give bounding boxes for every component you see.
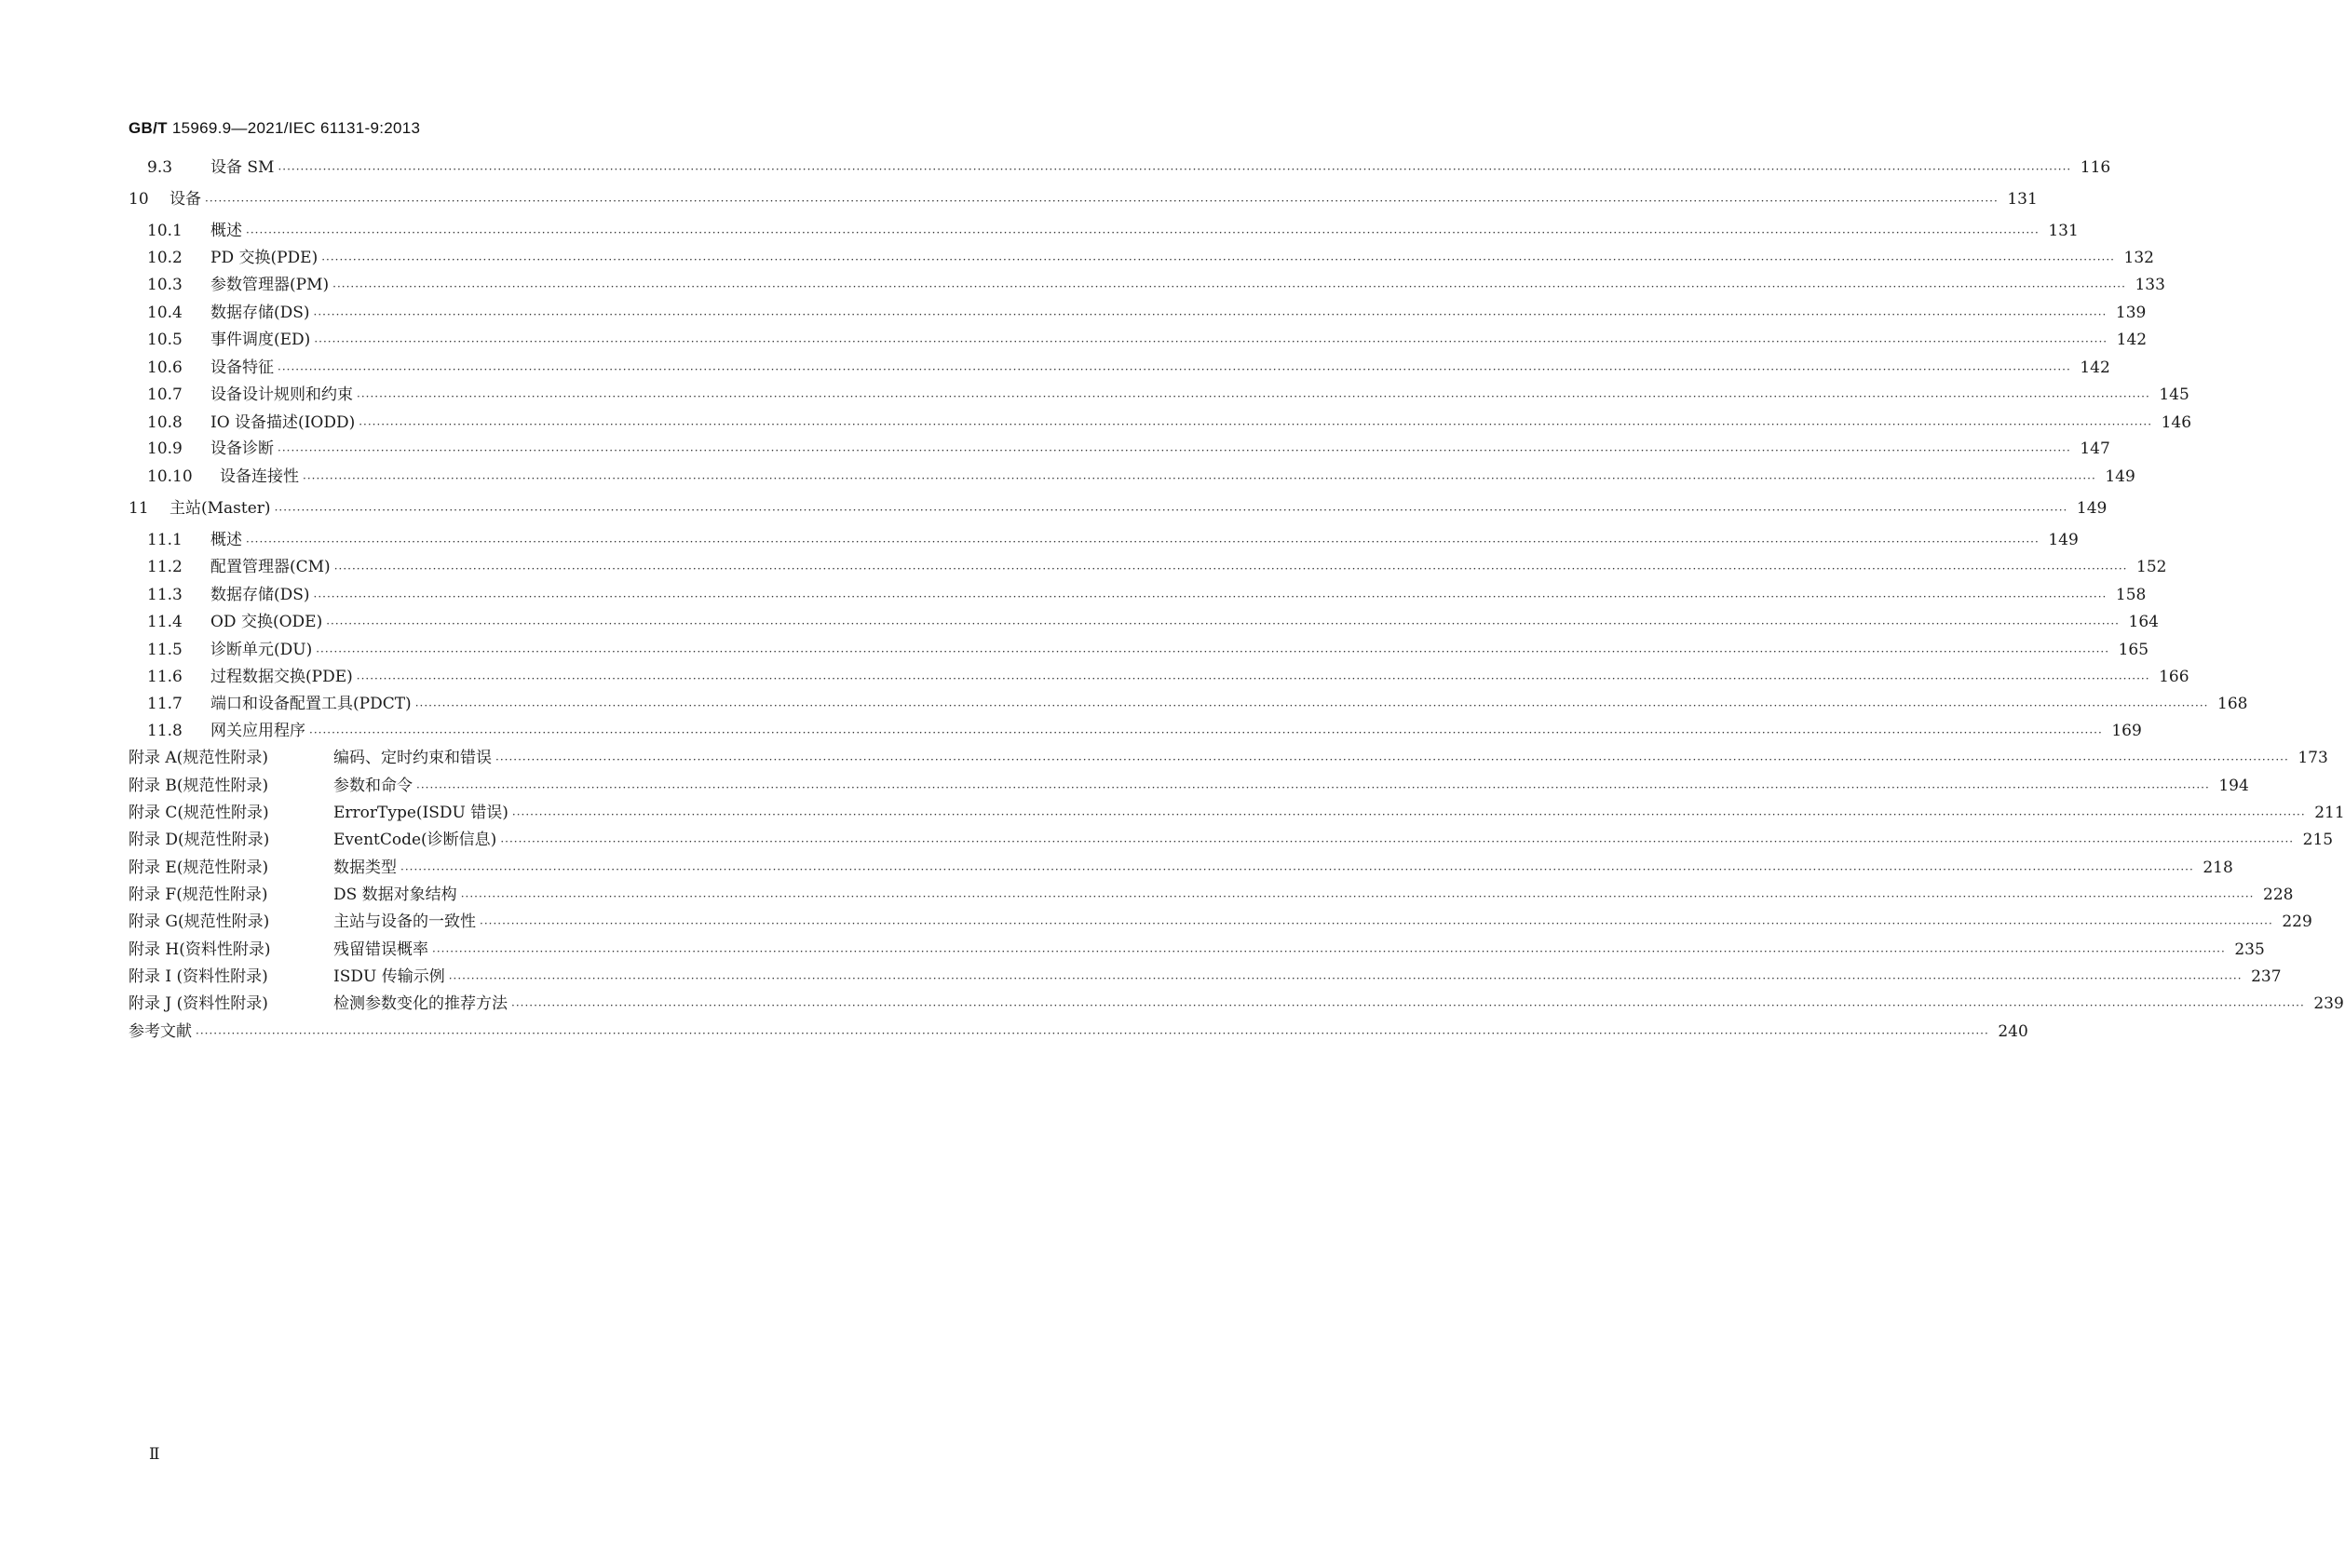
toc-entry-number: 11: [129, 499, 149, 518]
toc-entry[interactable]: [129, 247, 2154, 269]
toc-entry-number: 附录 E(规范性附录): [129, 858, 269, 877]
toc-entry-page: 168: [2217, 695, 2248, 713]
toc-entry-title: 设备: [169, 190, 201, 209]
toc-entry-page: 116: [2080, 158, 2111, 177]
toc-dot-leader: ················································································································································································································································································································································································································: [448, 972, 2243, 985]
toc-entry-number: 10.7: [147, 385, 183, 404]
toc-entry-title: PD 交换(PDE): [210, 249, 319, 267]
toc-entry[interactable]: [129, 466, 2135, 488]
toc-entry[interactable]: [129, 584, 2147, 606]
toc-entry[interactable]: [129, 497, 2108, 520]
toc-entry[interactable]: [129, 939, 2265, 961]
toc-dot-leader: ················································································································································································································································································································································································································: [278, 444, 2071, 457]
toc-entry-title: ErrorType(ISDU 错误): [333, 804, 508, 822]
toc-entry[interactable]: [129, 438, 2110, 460]
toc-dot-leader: ················································································································································································································································································································································································································: [333, 562, 2128, 575]
toc-dot-leader: ················································································································································································································································································································································································································: [313, 590, 2108, 603]
toc-entry-page: 166: [2159, 668, 2189, 686]
toc-entry-number: 11.5: [147, 641, 183, 659]
toc-entry-number: 附录 H(资料性附录): [129, 940, 271, 959]
toc-dot-leader: ················································································································································································································································································································································································································: [205, 195, 1999, 208]
toc-entry-page: 146: [2161, 413, 2192, 432]
toc-dot-leader: ················································································································································································································································································································································································································: [196, 1027, 1989, 1040]
toc-entry-title: EventCode(诊断信息): [333, 831, 497, 849]
toc-entry-title: DS 数据对象结构: [333, 885, 457, 904]
toc-dot-leader: ················································································································································································································································································································································································································: [278, 363, 2071, 376]
toc-dot-leader: ················································································································································································································································································································································································································: [480, 917, 2273, 930]
toc-entry-number: 11.7: [147, 695, 183, 713]
toc-entry-title: 端口和设备配置工具(PDCT): [210, 695, 412, 713]
toc-entry[interactable]: [129, 302, 2147, 324]
toc-dot-leader: ················································································································································································································································································································································································································: [356, 672, 2150, 685]
toc-entry[interactable]: [129, 747, 2328, 769]
toc-entry-number: 10.4: [147, 304, 183, 322]
toc-entry-number: 11.1: [147, 531, 183, 549]
toc-entry-title: 参数和命令: [333, 777, 413, 795]
toc-entry[interactable]: [129, 412, 2192, 434]
toc-entry-title: 诊断单元(DU): [210, 641, 313, 659]
toc-entry[interactable]: [129, 693, 2248, 715]
toc-entry[interactable]: [129, 220, 2079, 242]
toc-entry-page: 237: [2251, 967, 2282, 986]
toc-entry-title: ISDU 传输示例: [333, 967, 445, 986]
toc-entry-title: 网关应用程序: [210, 722, 305, 740]
toc-entry-title: 残留错误概率: [333, 940, 428, 959]
toc-dot-leader: ················································································································································································································································································································································································································: [511, 808, 2306, 821]
toc-entry-number: 附录 F(规范性附录): [129, 885, 268, 904]
toc-entry-page: 215: [2302, 831, 2334, 849]
toc-dot-leader: ················································································································································································································································································································································································································: [314, 335, 2108, 348]
toc-entry-number: 附录 G(规范性附录): [129, 912, 270, 931]
toc-entry-page: 239: [2313, 994, 2344, 1013]
toc-entry-page: 152: [2136, 558, 2167, 576]
toc-entry-title: 数据类型: [333, 858, 397, 877]
toc-dot-leader: ················································································································································································································································································································································································································: [400, 863, 2194, 876]
toc-entry[interactable]: [129, 911, 2312, 933]
toc-entry[interactable]: [129, 329, 2148, 351]
toc-dot-leader: ················································································································································································································································································································································································································: [511, 999, 2305, 1012]
toc-entry-number: 附录 A(规范性附录): [129, 749, 268, 767]
toc-entry-title: 概述: [210, 222, 242, 240]
toc-dot-leader: ················································································································································································································································································································································································································: [357, 390, 2150, 403]
toc-entry-page: 164: [2128, 613, 2159, 631]
toc-entry-page: 218: [2203, 858, 2233, 877]
standard-number: 15969.9—2021/IEC 61131-9:2013: [171, 119, 421, 137]
toc-entry-page: 169: [2111, 722, 2142, 740]
toc-entry-title: 设备设计规则和约束: [210, 385, 353, 404]
toc-entry-page: 194: [2218, 777, 2249, 795]
toc-entry[interactable]: [129, 611, 2159, 633]
toc-entry-number: 9.3: [147, 158, 173, 177]
toc-entry-title: 主站与设备的一致性: [333, 912, 476, 931]
toc-entry-title: 配置管理器(CM): [210, 558, 331, 576]
toc-entry-number: 10.10: [147, 467, 193, 486]
toc-entry[interactable]: [129, 775, 2249, 797]
toc-dot-leader: ················································································································································································································································································································································································································: [332, 280, 2126, 293]
toc-entry[interactable]: [129, 639, 2149, 661]
toc-entry-page: 142: [2080, 358, 2110, 377]
toc-entry-page: 165: [2118, 641, 2149, 659]
toc-entry-title: IO 设备描述(IODD): [210, 413, 356, 432]
toc-entry-page: 240: [1998, 1022, 2028, 1041]
toc-entry[interactable]: [129, 993, 2344, 1015]
toc-dot-leader: ················································································································································································································································································································································································································: [313, 308, 2108, 321]
toc-entry-title: 设备特征: [210, 358, 274, 377]
toc-entry-page: 158: [2115, 586, 2147, 604]
standard-code: GB/T: [129, 119, 168, 137]
toc-entry-number: 11.4: [147, 613, 183, 631]
toc-entry-title: 设备 SM: [210, 158, 275, 177]
toc-entry[interactable]: [129, 529, 2079, 551]
toc-dot-leader: ················································································································································································································································································································································································································: [303, 472, 2096, 485]
toc-entry[interactable]: [129, 720, 2142, 742]
toc-entry[interactable]: [129, 884, 2294, 906]
toc-entry[interactable]: [129, 384, 2189, 406]
toc-entry[interactable]: [129, 829, 2334, 851]
toc-entry-number: 10.8: [147, 413, 183, 432]
toc-entry-title: 设备连接性: [220, 467, 299, 486]
toc-dot-leader: ················································································································································································································································································································································································································: [316, 645, 2110, 658]
toc-entry-title: 设备诊断: [210, 439, 274, 458]
toc-dot-leader: ················································································································································································································································································································································································································: [495, 753, 2289, 766]
toc-entry-number: 附录 I (资料性附录): [129, 967, 268, 986]
toc-dot-leader: ················································································································································································································································································································································································································: [321, 253, 2115, 266]
toc-entry-page: 173: [2298, 749, 2328, 767]
toc-entry-page: 228: [2263, 885, 2294, 904]
toc-entry-title: 主站(Master): [169, 499, 271, 518]
toc-entry-number: 11.2: [147, 558, 183, 576]
toc-entry[interactable]: [129, 156, 2111, 179]
toc-dot-leader: ················································································································································································································································································································································································································: [246, 535, 2040, 548]
toc-entry-number: 附录 B(规范性附录): [129, 777, 269, 795]
toc-entry-page: 147: [2080, 439, 2110, 458]
toc-entry-page: 235: [2234, 940, 2265, 959]
toc-entry-title: 过程数据交换(PDE): [210, 668, 353, 686]
toc-entry[interactable]: [129, 357, 2110, 379]
toc-dot-leader: ················································································································································································································································································································································································································: [246, 226, 2040, 239]
toc-dot-leader: ················································································································································································································································································································································································································: [500, 835, 2295, 848]
toc-entry[interactable]: [129, 666, 2189, 688]
toc-entry-title: 事件调度(ED): [210, 331, 311, 349]
toc-entry-page: 211: [2314, 804, 2345, 822]
toc-entry-page: 149: [2076, 499, 2108, 518]
toc-entry[interactable]: [129, 966, 2282, 988]
toc-entry-number: 11.8: [147, 722, 183, 740]
toc-entry[interactable]: [129, 556, 2167, 578]
toc-entry-number: 10: [129, 190, 149, 209]
toc-entry[interactable]: [129, 188, 2038, 210]
toc-entry-title: 参考文献: [129, 1022, 192, 1041]
toc-entry-page: 132: [2123, 249, 2154, 267]
toc-entry-number: 10.1: [147, 222, 183, 240]
toc-entry-number: 10.3: [147, 276, 183, 294]
toc-dot-leader: ················································································································································································································································································································································································································: [274, 504, 2068, 517]
toc-dot-leader: ················································································································································································································································································································································································································: [326, 617, 2120, 630]
toc-entry-page: 131: [2007, 190, 2038, 209]
toc-entry-number: 10.5: [147, 331, 183, 349]
toc-dot-leader: ················································································································································································································································································································································································································: [359, 418, 2153, 431]
toc-entry-number: 11.3: [147, 586, 183, 604]
toc-entry-page: 142: [2116, 331, 2148, 349]
toc-dot-leader: ················································································································································································································································································································································································································: [309, 726, 2103, 739]
page-number-footer: Ⅱ: [149, 1445, 160, 1464]
toc-entry-number: 附录 D(规范性附录): [129, 831, 270, 849]
toc-entry[interactable]: [129, 1021, 2028, 1043]
toc-dot-leader: ················································································································································································································································································································································································································: [460, 890, 2255, 903]
toc-entry-title: 概述: [210, 531, 242, 549]
toc-entry-page: 131: [2048, 222, 2079, 240]
toc-entry-page: 133: [2135, 276, 2165, 294]
toc-entry-number: 11.6: [147, 668, 183, 686]
toc-entry-title: OD 交换(ODE): [210, 613, 323, 631]
toc-entry-number: 附录 J (资料性附录): [129, 994, 268, 1013]
toc-entry-number: 附录 C(规范性附录): [129, 804, 269, 822]
toc-dot-leader: ················································································································································································································································································································································································································: [432, 945, 2226, 958]
toc-dot-leader: ················································································································································································································································································································································································································: [416, 781, 2210, 794]
toc-entry-title: 检测参数变化的推荐方法: [333, 994, 508, 1013]
toc-entry-title: 数据存储(DS): [210, 304, 310, 322]
toc-entry-title: 参数管理器(PM): [210, 276, 330, 294]
toc-dot-leader: ················································································································································································································································································································································································································: [278, 163, 2072, 176]
toc-entry-page: 149: [2048, 531, 2079, 549]
toc-entry-title: 数据存储(DS): [210, 586, 310, 604]
toc-entry-title: 编码、定时约束和错误: [333, 749, 492, 767]
toc-entry-number: 10.2: [147, 249, 183, 267]
toc-entry[interactable]: [129, 802, 2345, 824]
toc-entry[interactable]: [129, 857, 2233, 879]
toc-entry-page: 229: [2282, 912, 2312, 931]
toc-entry-page: 149: [2105, 467, 2135, 486]
toc-entry-number: 10.6: [147, 358, 183, 377]
toc-entry[interactable]: [129, 274, 2165, 296]
toc-dot-leader: ················································································································································································································································································································································································································: [414, 699, 2209, 712]
toc-entry-number: 10.9: [147, 439, 183, 458]
toc-entry-page: 145: [2159, 385, 2189, 404]
toc-entry-page: 139: [2115, 304, 2147, 322]
